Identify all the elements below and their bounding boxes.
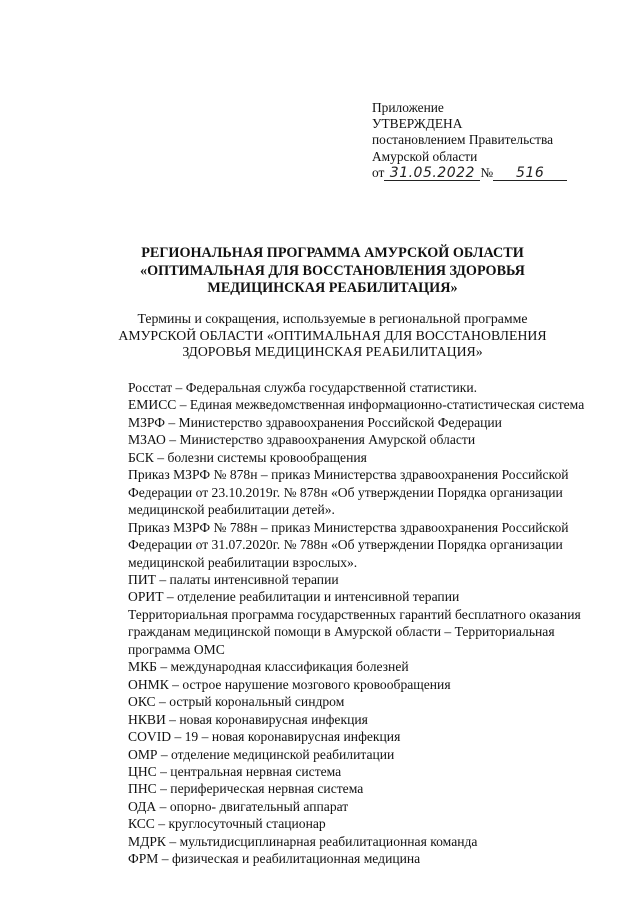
term-item: МДРК – мультидисциплинарная реабилитационная команда [128,833,478,849]
term-item: Приказ МЗРФ № 788н – приказ Министерства здравоохранения Российской Федерации от 31.07.2020г. № 788н «Об утверждении Порядка организации медицинской реабилитации взрослых». [128,519,569,570]
approval-approved-label: УТВЕРЖДЕНА [372,116,463,132]
term-item: COVID – 19 – новая коронавирусная инфекция [128,729,401,745]
term-item: Приказ МЗРФ № 878н – приказ Министерства здравоохранения Российской Федерации от 23.10.2019г. № 878н «Об утверждении Порядка организации медицинской реабилитации детей». [128,467,569,518]
terms-list [128,379,608,868]
term-item: ЕМИСС – Единая межведомственная информационно-статистическая система [128,397,585,413]
term-item: КСС – круглосуточный стационар [128,816,326,832]
term-item: ФРМ – физическая и реабилитационная медицина [128,851,421,867]
handwritten-date: 31.05.2022 [389,164,475,181]
term-item: НКВИ – новая коронавирусная инфекция [128,711,368,727]
term-item: Территориальная программа государственных гарантий бесплатного оказания гражданам медицинской помощи в Амурской области – Территориальная программа ОМС [128,606,581,657]
approval-appendix-label: Приложение [372,100,444,115]
term-item: МЗАО – Министерство здравоохранения Амурской области [128,432,476,448]
term-item: ПИТ – палаты интенсивной терапии [128,571,339,587]
term-item: ЦНС – центральная нервная система [128,763,342,779]
term-item: Росстат – Федеральная служба государственной статистики. [128,380,478,395]
title-line-3: МЕДИЦИНСКАЯ РЕАБИЛИТАЦИЯ» [207,280,458,296]
term-item: МЗРФ – Министерство здравоохранения Российской Федерации [128,414,502,430]
term-item: ОНМК – острое нарушение мозгового кровообращения [128,676,451,692]
term-item: ОРИТ – отделение реабилитации и интенсивной терапии [128,589,460,605]
approval-region-label: Амурской области [372,148,478,164]
approval-block [372,100,632,181]
term-item: ОДА – опорно- двигательный аппарат [128,798,349,814]
title-line-1: РЕГИОНАЛЬНАЯ ПРОГРАММА АМУРСКОЙ ОБЛАСТИ [141,245,524,261]
date-prefix: от [372,164,385,180]
term-item: ПНС – периферическая нервная система [128,781,364,797]
subtitle-line-1: Термины и сокращения, используемые в региональной программе [137,311,528,326]
title-line-2: «ОПТИМАЛЬНАЯ ДЛЯ ВОССТАНОВЛЕНИЯ ЗДОРОВЬЯ [140,262,525,279]
subtitle-line-3: ЗДОРОВЬЯ МЕДИЦИНСКАЯ РЕАБИЛИТАЦИЯ» [182,344,483,359]
number-sign: № [480,164,494,180]
term-item: МКБ – международная классификация болезней [128,659,409,675]
approval-resolution-label: постановлением Правительства [372,132,554,148]
program-title [80,245,585,298]
term-item: ОКС – острый корональный синдром [128,694,345,710]
number-field [493,166,567,181]
terms-subtitle [80,311,585,361]
term-item: БСК – болезни системы кровообращения [128,449,367,465]
handwritten-number: 516 [516,164,545,181]
approval-date-number-line [372,165,632,181]
subtitle-line-2: АМУРСКОЙ ОБЛАСТИ «ОПТИМАЛЬНАЯ ДЛЯ ВОССТАНОВЛЕНИЯ [118,327,547,343]
date-field [384,166,480,181]
term-item: ОМР – отделение медицинской реабилитации [128,746,395,762]
